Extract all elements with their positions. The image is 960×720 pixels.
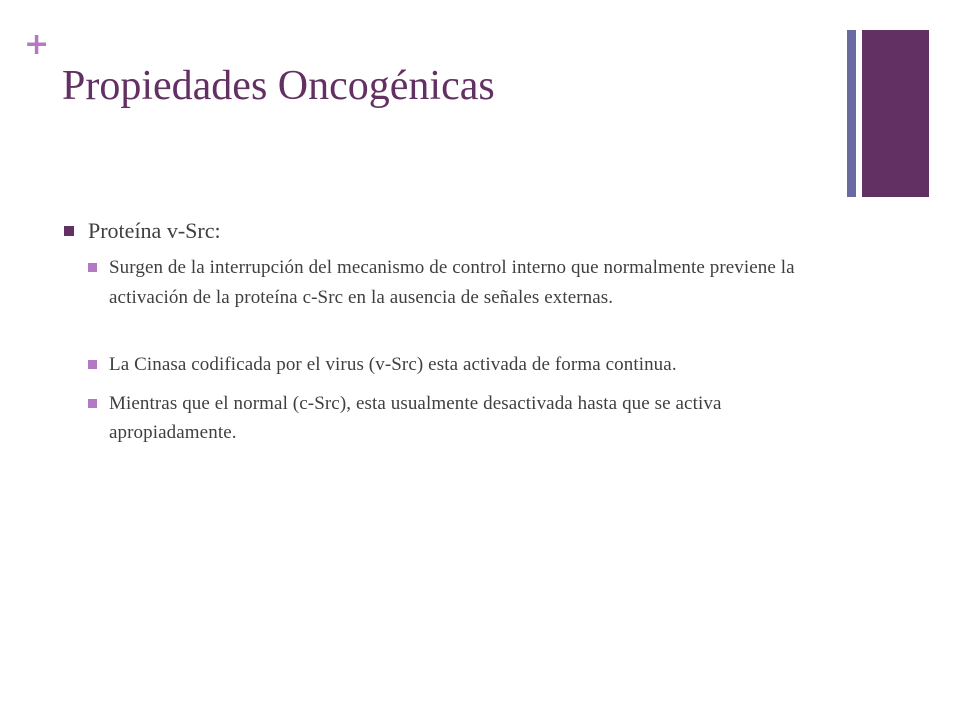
sub-bullet-list (64, 253, 844, 448)
sub-bullet-item (64, 350, 844, 380)
bullet-text: Proteína v-Src: (88, 218, 221, 243)
bullet-proteina-v-src (64, 214, 844, 248)
sub-bullet-item (64, 389, 844, 448)
slide-title: Propiedades Oncogénicas (62, 63, 495, 109)
sub-bullet-text: Mientras que el normal (c-Src), esta usualmente desactivada hasta que se activa apropiadamente. (109, 392, 722, 443)
sub-bullet-item (64, 253, 844, 312)
sub-bullet-text: Surgen de la interrupción del mecanismo de control interno que normalmente previene la activación de la proteína c-Src en la ausencia de señales externas. (109, 257, 795, 308)
square-bullet-icon (64, 226, 74, 236)
decorative-thin-bar (847, 30, 856, 197)
decorative-thick-bar (862, 30, 929, 197)
square-bullet-icon (88, 360, 97, 369)
sub-bullet-text: La Cinasa codificada por el virus (v-Src) esta activada de forma continua. (109, 354, 677, 375)
plus-icon: + (24, 27, 50, 62)
slide-content (64, 214, 844, 457)
square-bullet-icon (88, 263, 97, 272)
square-bullet-icon (88, 399, 97, 408)
